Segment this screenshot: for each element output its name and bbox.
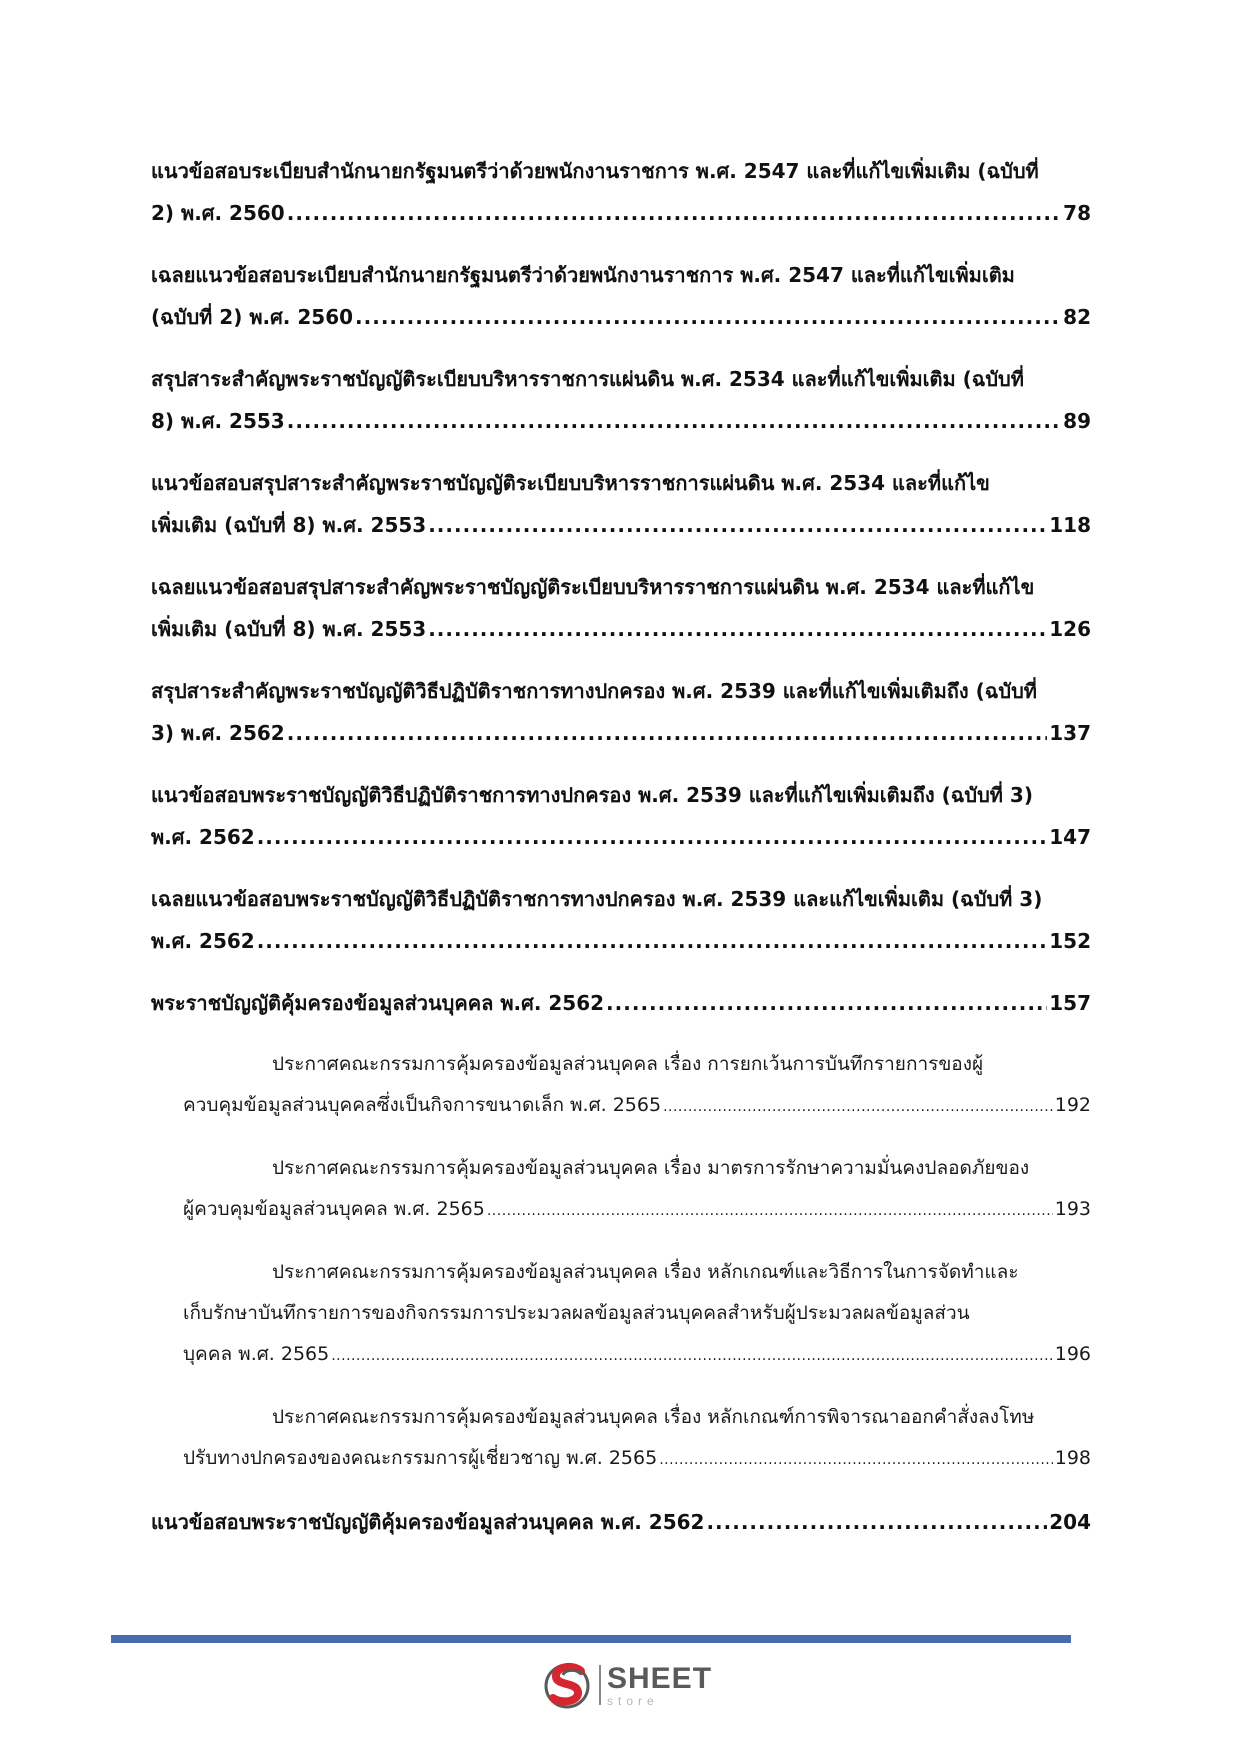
toc-entry-text: ผู้ควบคุมข้อมูลส่วนบุคคล พ.ศ. 2565 xyxy=(183,1198,485,1220)
toc-entry[interactable] xyxy=(151,254,1091,338)
toc-entry-text: ประกาศคณะกรรมการคุ้มครองข้อมูลส่วนบุคคล เรื่อง มาตรการรักษาความมั่นคงปลอดภัยของ xyxy=(272,1157,1030,1179)
toc-entry-text: สรุปสาระสำคัญพระราชบัญญัติวิธีปฏิบัติราชการทางปกครอง พ.ศ. 2539 และที่แก้ไขเพิ่มเติมถึง (ฉบับที่ xyxy=(151,679,1037,703)
toc-entry-text: แนวข้อสอบสรุปสาระสำคัญพระราชบัญญัติระเบียบบริหารราชการแผ่นดิน พ.ศ. 2534 และที่แก้ไข xyxy=(151,471,990,495)
toc-subentry[interactable] xyxy=(183,1044,1091,1128)
dot-leader xyxy=(487,1189,1053,1232)
toc-entry-text: บุคคล พ.ศ. 2565 xyxy=(183,1343,330,1365)
dot-leader xyxy=(287,712,1048,754)
toc-entry-text: 2) พ.ศ. 2560 xyxy=(151,201,285,225)
toc-entry[interactable] xyxy=(151,878,1091,962)
dot-leader xyxy=(287,192,1061,234)
toc-entry-text: แนวข้อสอบพระราชบัญญัติวิธีปฏิบัติราชการทางปกครอง พ.ศ. 2539 และที่แก้ไขเพิ่มเติมถึง (ฉบับที่ 3) xyxy=(151,783,1033,807)
toc-page-number: 82 xyxy=(1063,305,1091,329)
sheet-store-logo xyxy=(543,1660,712,1710)
dot-leader xyxy=(287,400,1061,442)
toc-entry-text: 8) พ.ศ. 2553 xyxy=(151,409,285,433)
toc-page-number: 196 xyxy=(1054,1343,1091,1365)
toc-page-number: 137 xyxy=(1049,721,1091,745)
toc-entry[interactable] xyxy=(151,566,1091,650)
dot-leader xyxy=(355,296,1061,338)
dot-leader xyxy=(428,504,1047,546)
toc-entry-text: เพิ่มเติม (ฉบับที่ 8) พ.ศ. 2553 xyxy=(151,617,427,641)
toc-page-number: 193 xyxy=(1054,1198,1091,1220)
toc-entry[interactable] xyxy=(151,1501,1091,1543)
toc-page-number: 157 xyxy=(1049,991,1091,1015)
toc-entry-text: เก็บรักษาบันทึกรายการของกิจกรรมการประมวลผลข้อมูลส่วนบุคคลสำหรับผู้ประมวลผลข้อมูลส่วน xyxy=(183,1302,970,1324)
toc-page-number: 198 xyxy=(1054,1447,1091,1469)
toc-entry-text: เพิ่มเติม (ฉบับที่ 8) พ.ศ. 2553 xyxy=(151,513,427,537)
dot-leader xyxy=(257,920,1048,962)
toc-entry-text: เฉลยแนวข้อสอบพระราชบัญญัติวิธีปฏิบัติราชการทางปกครอง พ.ศ. 2539 และแก้ไขเพิ่มเติม (ฉบับที่ 3) xyxy=(151,887,1043,911)
toc-entry[interactable] xyxy=(151,982,1091,1024)
toc-page-number: 126 xyxy=(1049,617,1091,641)
toc-entry-text: พ.ศ. 2562 xyxy=(151,929,255,953)
toc-entry-text: ประกาศคณะกรรมการคุ้มครองข้อมูลส่วนบุคคล เรื่อง การยกเว้นการบันทึกรายการของผู้ xyxy=(272,1053,984,1075)
dot-leader xyxy=(659,1438,1053,1481)
logo-divider xyxy=(599,1665,601,1705)
toc-entry-text: ควบคุมข้อมูลส่วนบุคคลซึ่งเป็นกิจการขนาดเล็ก พ.ศ. 2565 xyxy=(183,1094,662,1116)
toc-entry-text: แนวข้อสอบพระราชบัญญัติคุ้มครองข้อมูลส่วนบุคคล พ.ศ. 2562 xyxy=(151,1510,705,1534)
toc-entry-text: (ฉบับที่ 2) พ.ศ. 2560 xyxy=(151,305,354,329)
logo-brand-subtext: store xyxy=(607,1693,659,1708)
dot-leader xyxy=(257,816,1048,858)
toc-subentry[interactable] xyxy=(183,1148,1091,1232)
toc-entry[interactable] xyxy=(151,670,1091,754)
toc-page-number: 152 xyxy=(1049,929,1091,953)
sheet-store-logo-icon xyxy=(543,1660,595,1710)
toc-entry[interactable] xyxy=(151,462,1091,546)
toc-entry[interactable] xyxy=(151,358,1091,442)
toc-entry-text: เฉลยแนวข้อสอบระเบียบสำนักนายกรัฐมนตรีว่าด้วยพนักงานราชการ พ.ศ. 2547 และที่แก้ไขเพิ่มเติม xyxy=(151,263,1015,287)
toc-entry-text: ประกาศคณะกรรมการคุ้มครองข้อมูลส่วนบุคคล เรื่อง หลักเกณฑ์และวิธีการในการจัดทำและ xyxy=(272,1261,1019,1283)
toc-page-number: 89 xyxy=(1063,409,1091,433)
toc-subentry[interactable] xyxy=(183,1252,1091,1377)
toc-entry-text: เฉลยแนวข้อสอบสรุปสาระสำคัญพระราชบัญญัติระเบียบบริหารราชการแผ่นดิน พ.ศ. 2534 และที่แก้ไข xyxy=(151,575,1035,599)
toc-page-number: 118 xyxy=(1049,513,1091,537)
dot-leader xyxy=(706,1501,1047,1543)
toc-entry-text: ปรับทางปกครองของคณะกรรมการผู้เชี่ยวชาญ พ.ศ. 2565 xyxy=(183,1447,658,1469)
toc-page-number: 192 xyxy=(1054,1094,1091,1116)
toc-entry-text: พระราชบัญญัติคุ้มครองข้อมูลส่วนบุคคล พ.ศ. 2562 xyxy=(151,991,605,1015)
dot-leader xyxy=(606,982,1047,1024)
dot-leader xyxy=(331,1334,1053,1377)
logo-brand-text: SHEET xyxy=(607,1661,713,1695)
toc-entry[interactable] xyxy=(151,774,1091,858)
toc-page-number: 204 xyxy=(1049,1510,1091,1534)
dot-leader xyxy=(663,1085,1053,1128)
toc-page-number: 147 xyxy=(1049,825,1091,849)
toc-entry-text: ประกาศคณะกรรมการคุ้มครองข้อมูลส่วนบุคคล เรื่อง หลักเกณฑ์การพิจารณาออกคำสั่งลงโทษ xyxy=(272,1406,1035,1428)
toc-entry[interactable] xyxy=(151,150,1091,234)
toc-entry-text: แนวข้อสอบระเบียบสำนักนายกรัฐมนตรีว่าด้วยพนักงานราชการ พ.ศ. 2547 และที่แก้ไขเพิ่มเติม (ฉบับที่ xyxy=(151,159,1039,183)
footer-rule xyxy=(111,1635,1071,1643)
toc-entry-text: 3) พ.ศ. 2562 xyxy=(151,721,285,745)
table-of-contents xyxy=(151,150,1091,1563)
toc-entry-text: พ.ศ. 2562 xyxy=(151,825,255,849)
toc-page-number: 78 xyxy=(1063,201,1091,225)
toc-subentry[interactable] xyxy=(183,1397,1091,1481)
dot-leader xyxy=(428,608,1047,650)
toc-entry-text: สรุปสาระสำคัญพระราชบัญญัติระเบียบบริหารราชการแผ่นดิน พ.ศ. 2534 และที่แก้ไขเพิ่มเติม (ฉบับที่ xyxy=(151,367,1024,391)
